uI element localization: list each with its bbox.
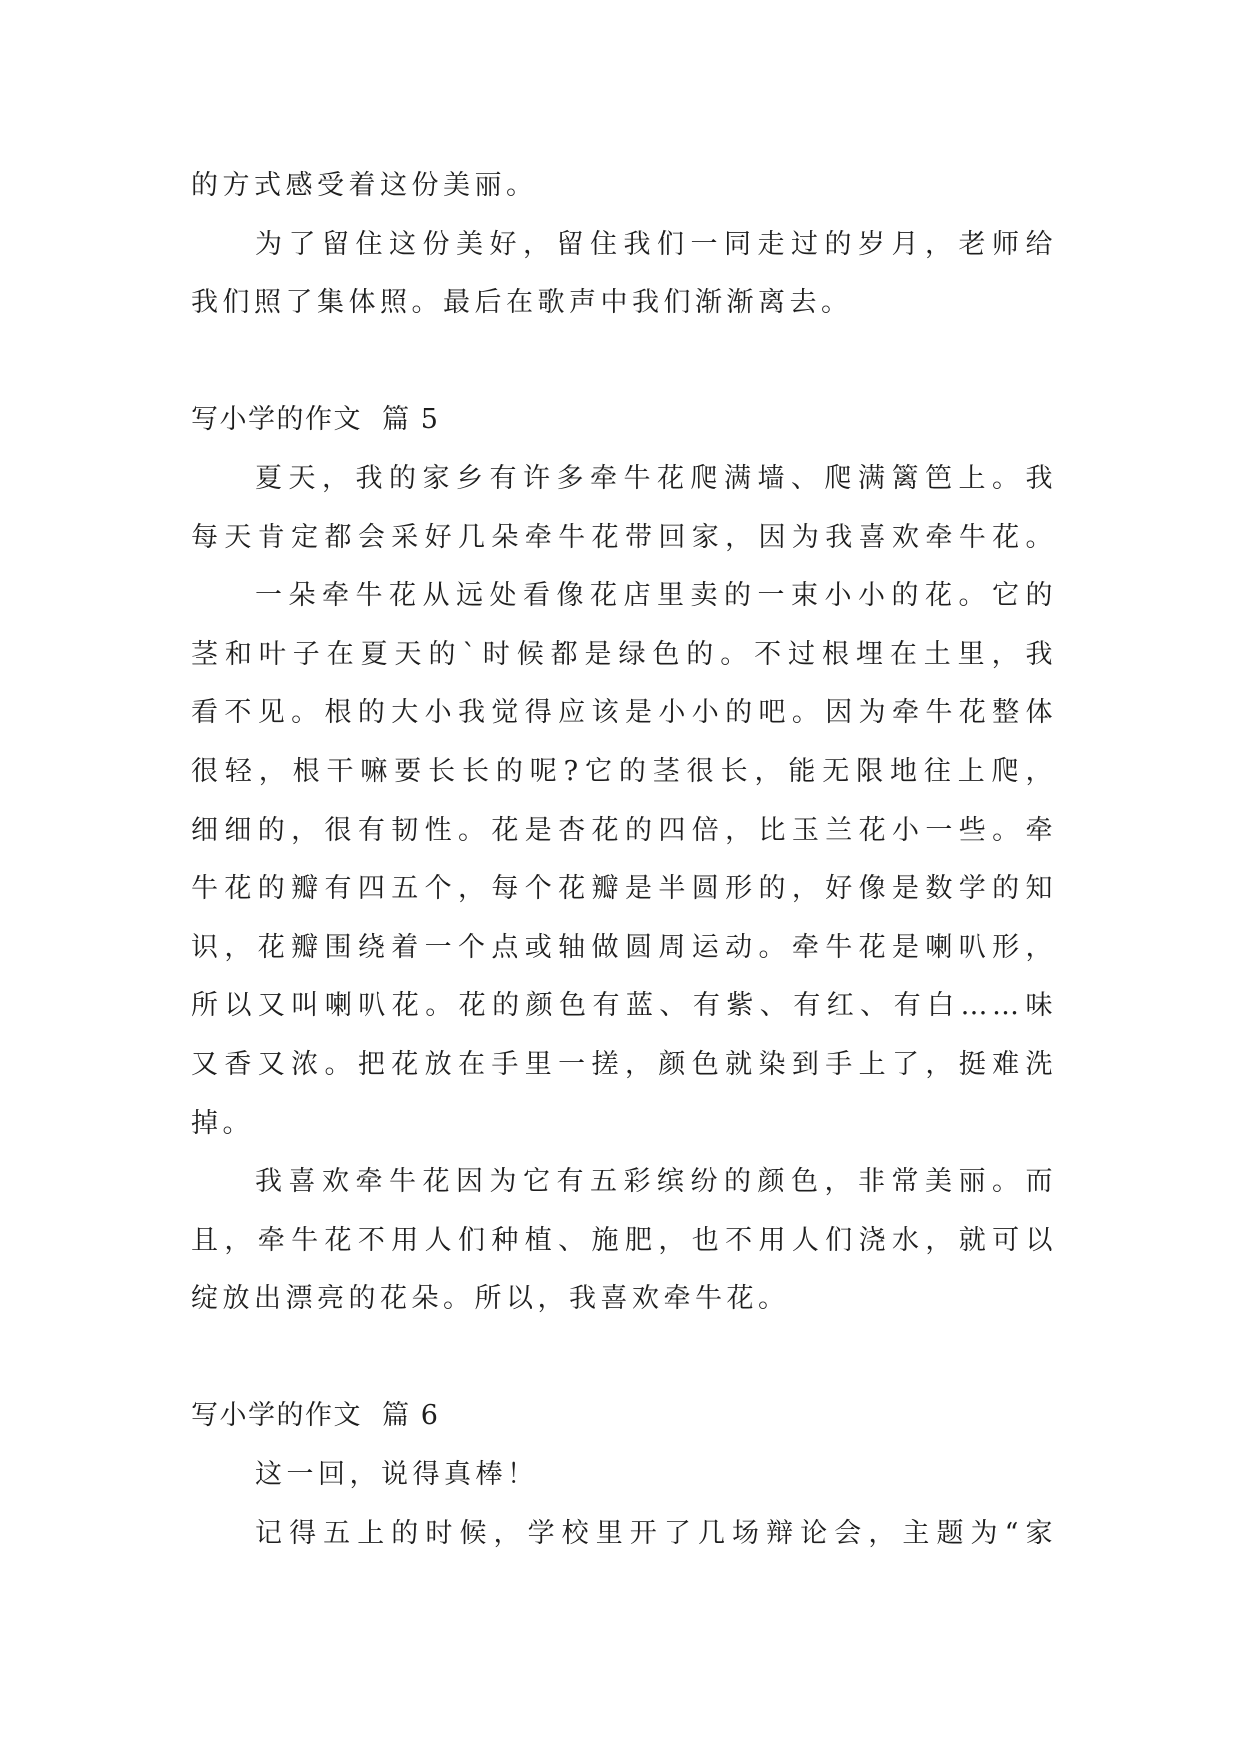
text-line: 我喜欢牵牛花因为它有五彩缤纷的颜色，非常美丽。而	[255, 1166, 1057, 1198]
text-line: 记得五上的时候，学校里开了几场辩论会，主题为“家	[255, 1517, 1057, 1549]
paragraph	[191, 1446, 1057, 1505]
paragraph	[191, 1505, 1057, 1564]
paragraph	[191, 567, 1057, 1153]
text-line: 很轻，根干嘛要长长的呢?它的茎很长，能无限地往上爬，	[191, 755, 1057, 787]
text-line: 茎和叶子在夏天的`时候都是绿色的。不过根埋在土里，我	[191, 638, 1057, 670]
text-line: 识，花瓣围绕着一个点或轴做圆周运动。牵牛花是喇叭形，	[191, 931, 1057, 963]
text-line: 我们照了集体照。最后在歌声中我们渐渐离去。	[191, 287, 853, 319]
text-line: 且，牵牛花不用人们种植、施肥，也不用人们浇水，就可以	[191, 1224, 1057, 1256]
text-line: 又香又浓。把花放在手里一搓，颜色就染到手上了，挺难洗	[191, 1048, 1057, 1080]
text-line: 绽放出漂亮的花朵。所以，我喜欢牵牛花。	[191, 1283, 790, 1315]
text-line: 的方式感受着这份美丽。	[191, 170, 538, 201]
paragraph	[191, 157, 1057, 216]
section-heading: 写小学的作文 篇 6	[191, 1400, 440, 1432]
text-line: 牛花的瓣有四五个，每个花瓣是半圆形的，好像是数学的知	[191, 873, 1057, 905]
text-line: 所以又叫喇叭花。花的颜色有蓝、有紫、有红、有白……味	[191, 990, 1057, 1022]
document-page	[191, 157, 1057, 1563]
section-heading: 写小学的作文 篇 5	[191, 404, 440, 436]
text-line: 每天肯定都会采好几朵牵牛花带回家，因为我喜欢牵牛花。	[191, 521, 1057, 553]
paragraph	[191, 216, 1057, 333]
text-line: 这一回，说得真棒！	[255, 1459, 539, 1491]
text-line: 夏天，我的家乡有许多牵牛花爬满墙、爬满篱笆上。我	[255, 462, 1057, 494]
text-line: 一朵牵牛花从远处看像花店里卖的一束小小的花。它的	[255, 580, 1057, 612]
text-line: 掉。	[191, 1107, 254, 1139]
text-line: 为了留住这份美好，留住我们一同走过的岁月，老师给	[255, 228, 1057, 260]
text-line: 细细的，很有韧性。花是杏花的四倍，比玉兰花小一些。牵	[191, 814, 1057, 846]
paragraph	[191, 1153, 1057, 1329]
text-line: 看不见。根的大小我觉得应该是小小的吧。因为牵牛花整体	[191, 697, 1057, 729]
paragraph	[191, 450, 1057, 567]
